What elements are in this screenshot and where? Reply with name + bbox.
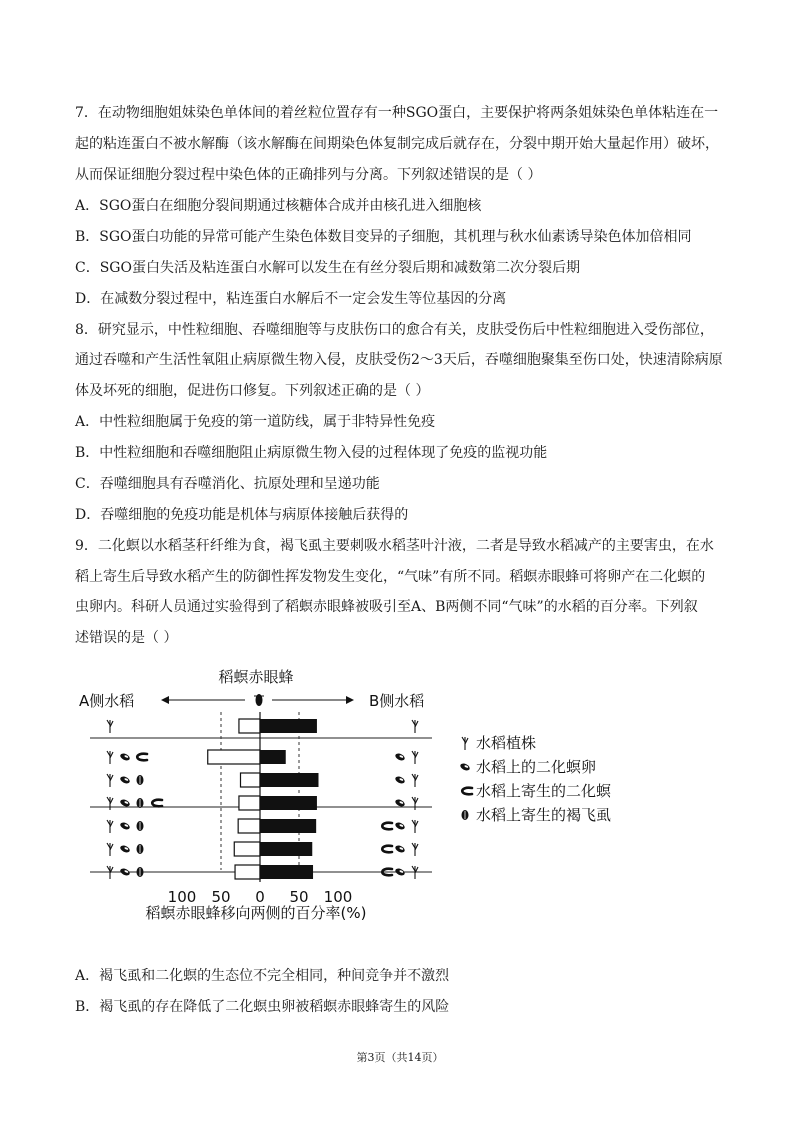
bar-a-row-7 [235,865,260,879]
q9-stem-line-3: 虫卵内。科研人员通过实验得到了稻螟赤眼蜂被吸引至A、B两侧不同“气味”的水稻的百分率。下列叙 [75,599,698,615]
borer-icon [382,823,392,830]
x-tick-label: 50 [211,888,231,906]
q9-stem-line-4: 述错误的是（ ） [75,630,178,646]
plant-icon [412,797,418,810]
q7-option-d: D．在减数分裂过程中，粘连蛋白水解后不一定会发生等位基因的分离 [75,291,507,307]
egg-icon [394,752,406,762]
bar-b-row-4 [260,796,317,810]
q8-option-a: A．中性粒细胞属于免疫的第一道防线，属于非特异性免疫 [75,414,436,430]
planthopper-icon [137,821,144,831]
right-side-label: B侧水稻 [369,692,425,710]
egg-icon [119,867,131,877]
planthopper-icon [137,867,144,877]
q7-option-a: A．SGO蛋白在细胞分裂间期通过核糖体合成并由核孔进入细胞核 [75,198,482,214]
q9-option-a: A．褐飞虱和二化螟的生态位不完全相同，种间竞争并不激烈 [75,968,450,984]
plant-icon [107,751,113,764]
egg-icon [119,752,131,762]
egg-icon [119,821,131,831]
attraction-chart [0,660,800,960]
plant-icon [412,751,418,764]
q9-stem-line-1: 9．二化螟以水稻茎秆纤维为食，褐飞虱主要刺吸水稻茎叶汁液，二者是导致水稻减产的主要害虫，在水 [75,538,714,554]
egg-icon [119,775,131,785]
egg-icon [394,775,406,785]
left-side-label: A侧水稻 [79,692,135,710]
plant-icon [107,820,113,833]
legend-entry: 水稻上的二化螟卵 [476,758,597,776]
q8-option-b: B．中性粒细胞和吞噬细胞阻止病原微生物入侵的过程体现了免疫的监视功能 [75,445,548,461]
bar-a-row-6 [234,842,260,856]
x-axis-label: 稻螟赤眼蜂移向两侧的百分率(%) [145,904,367,922]
bar-b-row-5 [260,819,316,833]
plant-icon [107,843,113,856]
legend-entry: 水稻植株 [476,734,537,752]
planthopper-icon [137,798,144,808]
legend-entry: 水稻上寄生的二化螟 [476,782,612,800]
bar-a-row-4 [239,796,260,810]
page-footer: 第3页（共14页） [356,1051,444,1064]
borer-icon [382,846,392,853]
x-tick-label: 100 [323,888,353,906]
planthopper-icon [137,844,144,854]
q7-stem-line-3: 从而保证细胞分裂过程中染色体的正确排列与分离。下列叙述错误的是（ ） [75,167,542,183]
bar-b-row-2 [260,750,286,764]
bar-b-row-6 [260,842,312,856]
egg-icon [394,798,406,808]
bar-b-row-7 [260,865,313,879]
egg-icon [394,844,406,854]
q7-stem-line-1: 7．在动物细胞姐妹染色单体间的着丝粒位置存有一种SGO蛋白，主要保护将两条姐妹染色单体粘连在一 [75,105,719,121]
wasp-icon [254,694,264,706]
plant-icon [107,774,113,787]
q8-option-d: D．吞噬细胞的免疫功能是机体与病原体接触后获得的 [75,507,409,523]
q7-option-b: B．SGO蛋白功能的异常可能产生染色体数目变异的子细胞，其机理与秋水仙素诱导染色体加倍相同 [75,229,692,245]
plant-icon [412,820,418,833]
q8-stem-line-1: 8．研究显示，中性粒细胞、吞噬细胞等与皮肤伤口的愈合有关，皮肤受伤后中性粒细胞进入受伤部位， [75,322,714,338]
planthopper-icon [462,810,469,820]
bar-a-row-1 [239,719,260,733]
bar-a-row-3 [241,773,261,787]
bar-b-row-1 [260,719,317,733]
egg-icon [119,844,131,854]
q8-stem-line-3: 体及坏死的细胞，促进伤口修复。下列叙述正确的是（ ） [75,383,430,399]
plant-icon [412,720,418,733]
q8-stem-line-2: 通过吞噬和产生活性氧阻止病原微生物入侵，皮肤受伤2～3天后，吞噬细胞聚集至伤口处，快速清除病原 [75,352,723,368]
plant-icon [462,737,468,750]
q7-stem-line-2: 起的粘连蛋白不被水解酶（该水解酶在间期染色体复制完成后就存在，分裂中期开始大量起作用）破坏， [75,136,719,152]
egg-icon [394,821,406,831]
egg-icon [459,762,471,772]
plant-icon [412,774,418,787]
x-tick-label: 100 [167,888,197,906]
q9-option-b: B．褐飞虱的存在降低了二化螟虫卵被稻螟赤眼蜂寄生的风险 [75,999,450,1015]
bar-a-row-5 [238,819,260,833]
chart-title: 稻螟赤眼蜂 [218,668,294,686]
borer-icon [152,800,162,807]
borer-icon [137,754,147,761]
plant-icon [107,797,113,810]
x-tick-label: 0 [255,888,265,906]
q9-stem-line-2: 稻上寄生后导致水稻产生的防御性挥发物发生变化，“气味”有所不同。稻螟赤眼蜂可将卵产在二化螟的 [75,569,706,585]
plant-icon [107,720,113,733]
q7-option-c: C．SGO蛋白失活及粘连蛋白水解可以发生在有丝分裂后期和减数第二次分裂后期 [75,260,580,276]
plant-icon [412,843,418,856]
bar-a-row-2 [208,750,260,764]
borer-icon [462,788,472,795]
legend-entry: 水稻上寄生的褐飞虱 [476,806,612,824]
q8-option-c: C．吞噬细胞具有吞噬消化、抗原处理和呈递功能 [75,476,380,492]
x-tick-label: 50 [289,888,309,906]
egg-icon [394,867,406,877]
egg-icon [119,798,131,808]
planthopper-icon [137,775,144,785]
bar-b-row-3 [260,773,319,787]
